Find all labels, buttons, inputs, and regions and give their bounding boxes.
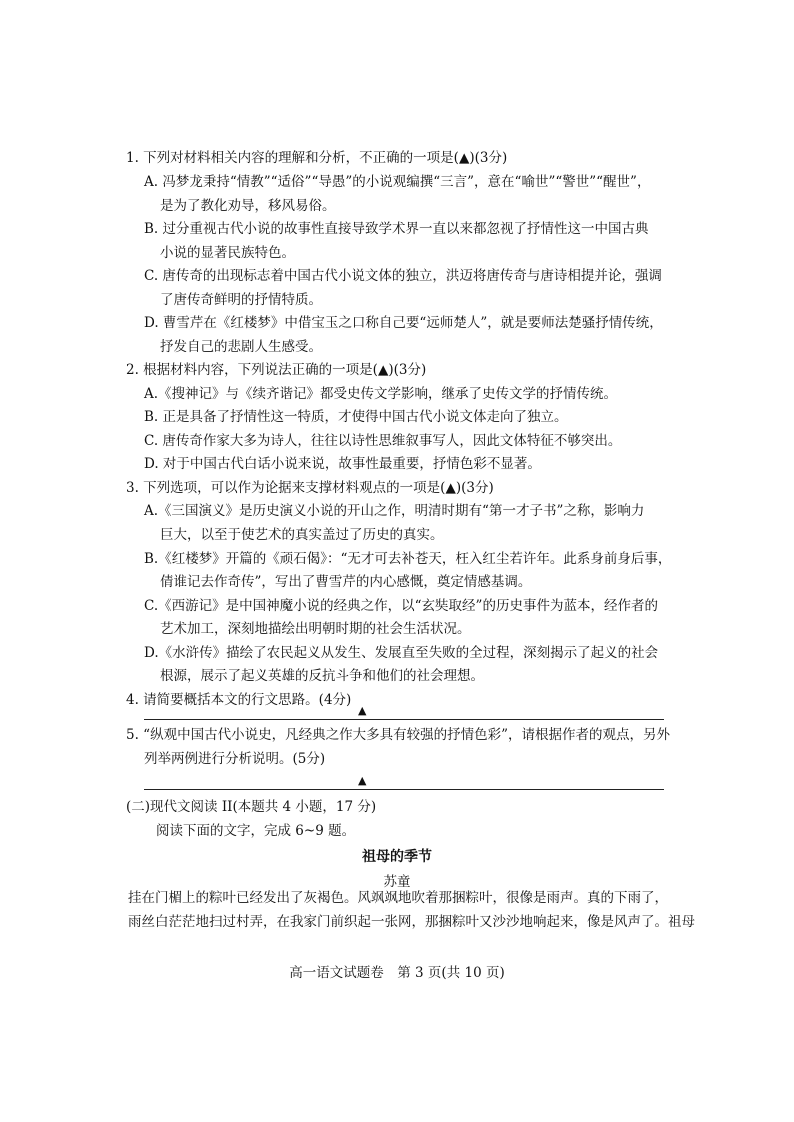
page-footer: 高一语文试题卷 第 3 页(共 10 页) xyxy=(289,965,505,981)
q3-option-b-cont: 倩谁记去作奇传”，写出了曹雪芹的内心感慨，奠定情感基调。 xyxy=(160,574,532,590)
q5-stem: 5. “纵观中国古代小说史，凡经典之作大多具有较强的抒情色彩”，请根据作者的观点，另外 xyxy=(126,727,670,743)
q3-option-a-cont: 巨大，以至于使艺术的真实盖过了历史的真实。 xyxy=(160,527,444,543)
story-paragraph-line-1: 挂在门楣上的粽叶已经发出了灰褐色。风飒飒地吹着那捆粽叶，很像是雨声。真的下雨了， xyxy=(128,890,668,906)
q1-option-a-cont: 是为了教化劝导，移风易俗。 xyxy=(160,198,336,214)
q3-stem: 3. 下列选项，可以作为论据来支撑材料观点的一项是(▲)(3分) xyxy=(126,480,494,496)
q5-answer-mark: ▲ xyxy=(358,774,367,787)
q4-stem: 4. 请简要概括本文的行文思路。(4分) xyxy=(126,692,352,708)
q1-option-c: C. 唐传奇的出现标志着中国古代小说文体的独立，洪迈将唐传奇与唐诗相提并论，强调 xyxy=(144,268,662,284)
q1-option-d-cont: 抒发自己的悲剧人生感受。 xyxy=(160,339,322,355)
q3-option-a: A.《三国演义》是历史演义小说的开山之作，明清时期有“第一才子书”之称，影响力 xyxy=(144,503,645,519)
q1-stem: 1. 下列对材料相关内容的理解和分析，不正确的一项是(▲)(3分) xyxy=(126,150,508,166)
q3-option-c-cont: 艺术加工，深刻地描绘出明朝时期的社会生活状况。 xyxy=(160,621,471,637)
q4-answer-line[interactable] xyxy=(144,719,664,720)
q2-option-d: D. 对于中国古代白话小说来说，故事性最重要，抒情色彩不显著。 xyxy=(144,456,541,472)
q2-stem: 2. 根据材料内容，下列说法正确的一项是(▲)(3分) xyxy=(126,362,427,378)
q5-stem-cont: 列举两例进行分析说明。(5分) xyxy=(144,751,326,767)
story-title: 祖母的季节 xyxy=(362,849,432,865)
q2-option-a: A.《搜神记》与《续齐谐记》都受史传文学影响，继承了史传文学的抒情传统。 xyxy=(144,386,618,402)
q1-option-c-cont: 了唐传奇鲜明的抒情特质。 xyxy=(160,292,322,308)
q3-option-d: D.《水浒传》描绘了农民起义从发生、发展直至失败的全过程，深刻揭示了起义的社会 xyxy=(144,645,659,661)
section-instruction: 阅读下面的文字，完成 6~9 题。 xyxy=(156,823,356,839)
q3-option-c: C.《西游记》是中国神魔小说的经典之作，以“玄奘取经”的历史事件为蓝本，经作者的 xyxy=(144,598,658,614)
q5-answer-line[interactable] xyxy=(144,789,664,790)
q1-option-b-cont: 小说的显著民族特色。 xyxy=(160,245,295,261)
section-heading: (二)现代文阅读 II(本题共 4 小题，17 分) xyxy=(126,799,377,815)
story-author: 苏童 xyxy=(383,874,411,890)
q1-option-b: B. 过分重视古代小说的故事性直接导致学术界一直以来都忽视了抒情性这一中国古典 xyxy=(144,221,649,237)
q3-option-d-cont: 根源，展示了起义英雄的反抗斗争和他们的社会理想。 xyxy=(160,668,484,684)
q2-option-b: B. 正是具备了抒情性这一特质，才使得中国古代小说文体走向了独立。 xyxy=(144,409,568,425)
q2-option-c: C. 唐传奇作家大多为诗人，往往以诗性思维叙事写人，因此文体特征不够突出。 xyxy=(144,433,622,449)
q1-option-a: A. 冯梦龙秉持“情教”“适俗”“导愚”的小说观编撰“三言”，意在“喻世”“警世”“醒世”， xyxy=(144,174,651,190)
q1-option-d: D. 曹雪芹在《红楼梦》中借宝玉之口称自己要“远师楚人”，就是要师法楚骚抒情传统， xyxy=(144,315,663,331)
q3-option-b: B.《红楼梦》开篇的《顽石偈》：“无才可去补苍天，枉入红尘若许年。此系身前身后事， xyxy=(144,551,672,567)
q4-answer-mark: ▲ xyxy=(358,704,367,717)
story-paragraph-line-2: 雨丝白茫茫地扫过村弄，在我家门前织起一张网，那捆粽叶又沙沙地响起来，像是风声了。祖母 xyxy=(128,914,695,930)
